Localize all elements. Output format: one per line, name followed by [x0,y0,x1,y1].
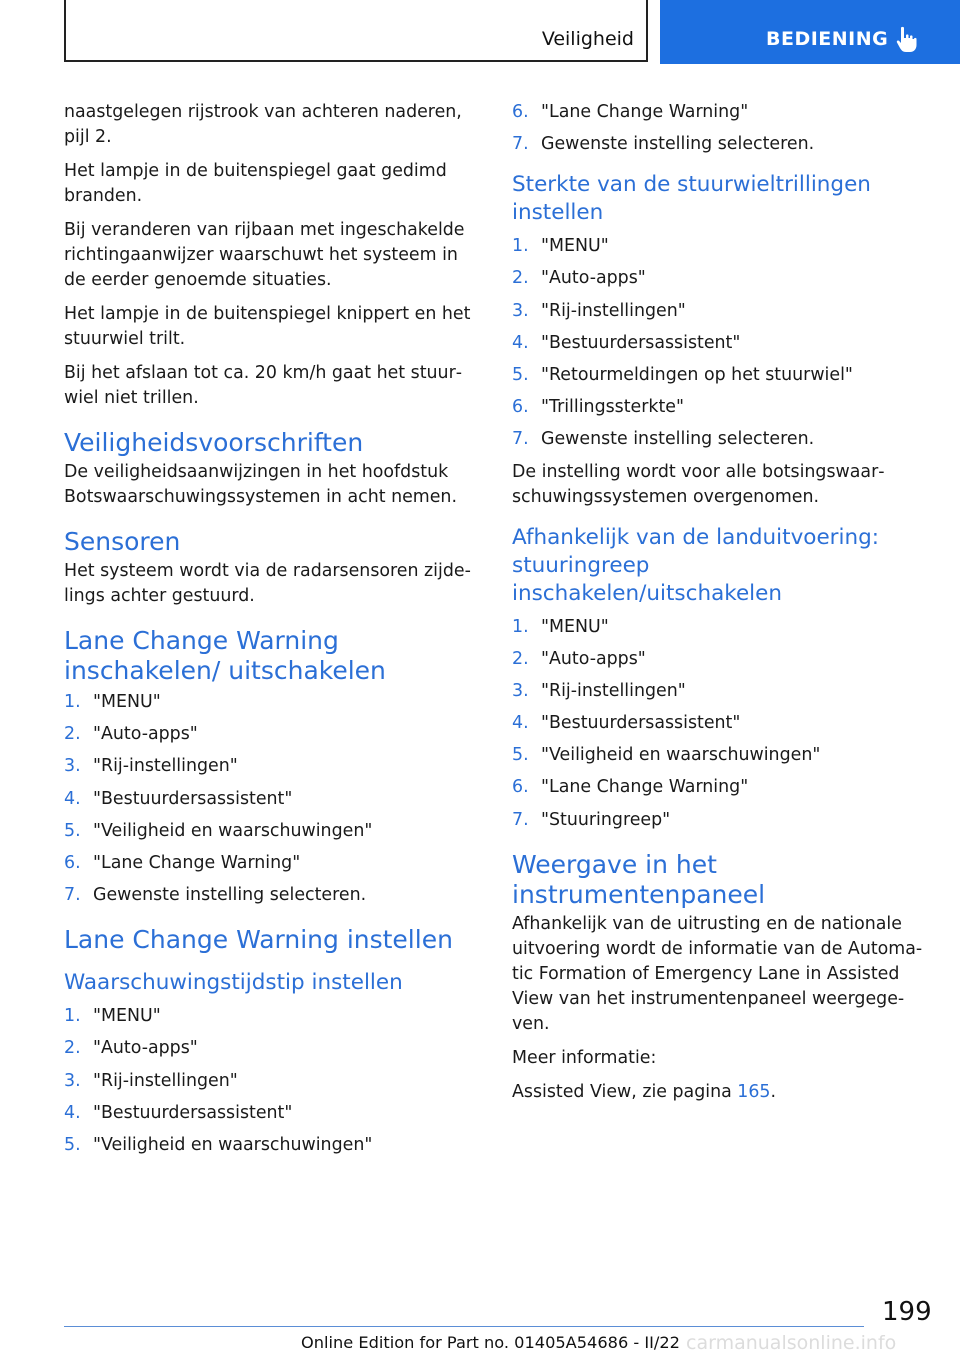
heading-steering-intervention: Afhankelijk van de landuitvoering: stuuringreep inschakelen/uitschakelen [512,524,880,606]
step-number: 3. [64,756,81,777]
step-text: "Lane Change Warning" [541,102,749,122]
page-link[interactable]: 165 [737,1081,771,1102]
steps-warning-timing [64,1004,476,1158]
step-number: 3. [512,300,529,321]
step-text: "Lane Change Warning" [541,777,749,798]
step-number: 1. [512,616,529,637]
right-column [512,100,924,1114]
heading-warning-timing: Waarschuwingstijdstip instellen [64,970,403,996]
step-text: "Veiligheid en waarschuwingen" [93,820,373,841]
step-text: "Rij-instellingen" [541,300,686,321]
step-number: 5. [512,745,529,766]
step-number: 4. [512,713,529,734]
step-text: "Bestuurdersassistent" [93,1102,293,1123]
list-item [512,615,924,640]
step-number: 6. [512,397,529,418]
list-item [512,395,924,420]
list-item [512,100,924,125]
footer-edition: Online Edition for Part no. 01405A54686 - II/22 [301,1333,680,1352]
step-number: 1. [512,236,529,257]
list-item [64,1101,476,1126]
heading-vibration-strength: Sterkte van de stuurwieltrillingen instellen [512,172,871,226]
steps-steering-intervention [512,615,924,833]
step-text: Gewenste instelling selecteren. [541,429,815,450]
step-number: 2. [64,724,81,745]
steps-switch-on-off [64,690,476,908]
steps-warning-timing-continued [512,100,924,157]
page-number: 199 [882,1297,932,1327]
step-number: 7. [512,809,529,830]
step-number: 2. [64,1038,81,1059]
step-number: 6. [512,777,529,798]
paragraph: Bij veranderen van rijbaan met ingeschakelde richtingaanwijzer waarschuwt het systeem in de eerder genoemde situaties. [64,220,465,290]
heading-sensors: Sensoren [64,527,181,556]
step-text: "Auto-apps" [541,268,646,289]
chapter-title: BEDIENING [766,28,889,50]
step-text: Gewenste instelling selecteren. [541,134,815,155]
step-number: 6. [64,852,81,873]
step-text: "Auto-apps" [541,648,646,669]
step-text: "MENU" [93,1006,161,1027]
paragraph: naastgelegen rijstrook van achteren naderen, pijl 2. [64,102,462,147]
list-item [64,722,476,747]
list-item [64,787,476,812]
step-number: 7. [64,885,81,906]
heading-switch-on-off: Lane Change Warning inschakelen/ uitschakelen [64,626,386,685]
list-item [512,743,924,768]
paragraph: Het lampje in de buitenspiegel gaat gedimd branden. [64,161,447,206]
list-item [512,775,924,800]
left-column [64,100,476,1165]
step-number: 4. [64,1102,81,1123]
list-item [64,1036,476,1061]
list-item [512,711,924,736]
footer-rule [64,1326,864,1327]
step-number: 3. [64,1070,81,1091]
section-title: Veiligheid [541,28,634,50]
step-number: 2. [512,268,529,289]
step-text: "Rij-instellingen" [93,756,238,777]
reference-text: Assisted View, zie pagina [512,1081,738,1102]
step-text: "Bestuurdersassistent" [541,713,741,734]
step-text: "Auto-apps" [93,1038,198,1059]
step-number: 4. [512,332,529,353]
list-item [512,234,924,259]
paragraph: Afhankelijk van de uitrusting en de nationale uitvoering wordt de informatie van de Automa‐tic Formation of Emergency Lane in Assisted View van het instrumentenpaneel weergege‐ven. [512,913,923,1034]
list-item [64,1133,476,1158]
list-item [512,427,924,452]
step-text: "MENU" [541,236,609,257]
step-number: 1. [64,692,81,712]
step-number: 1. [64,1006,81,1027]
step-number: 4. [64,788,81,809]
list-item [512,363,924,388]
step-text: "MENU" [541,616,609,637]
step-number: 5. [64,1134,81,1155]
step-text: Gewenste instelling selecteren. [93,885,367,906]
list-item [512,266,924,291]
paragraph-reference [512,1080,924,1105]
step-text: "Lane Change Warning" [93,852,301,873]
step-text: "Auto-apps" [93,724,198,745]
list-item [512,299,924,324]
watermark: carmanualsonline.info [686,1332,897,1354]
step-text: "Rij-instellingen" [541,680,686,701]
list-item [64,1069,476,1094]
list-item [64,851,476,876]
step-text: "Trillingssterkte" [541,397,684,418]
step-text: "Veiligheid en waarschuwingen" [541,745,821,766]
paragraph: Bij het afslaan tot ca. 20 km/h gaat het stuur‐wiel niet trillen. [64,363,462,408]
paragraph: Meer informatie: [512,1047,657,1068]
step-number: 7. [512,429,529,450]
chapter-tab[interactable] [660,0,960,64]
paragraph: De instelling wordt voor alle botsingswaar‐schuwingssystemen overgenomen. [512,461,885,507]
header-section-box [64,0,648,62]
heading-display: Weergave in het instrumentenpaneel [512,849,766,909]
step-text: "Bestuurdersassistent" [93,788,293,809]
step-text: "Stuuringreep" [541,809,671,830]
step-text: "Bestuurdersassistent" [541,332,741,353]
step-text: "MENU" [93,692,161,712]
reference-end: . [770,1081,777,1102]
step-number: 5. [512,364,529,385]
step-number: 6. [512,102,529,122]
heading-settings: Lane Change Warning instellen [64,925,453,955]
step-text: "Retourmeldingen op het stuurwiel" [541,364,853,385]
list-item [64,883,476,908]
step-number: 3. [512,680,529,701]
steps-vibration-strength [512,234,924,452]
heading-safety: Veiligheidsvoorschriften [64,428,364,457]
paragraph: Het lampje in de buitenspiegel knippert en het stuurwiel trilt. [64,304,471,349]
list-item [64,1004,476,1029]
list-item [512,132,924,157]
step-text: "Rij-instellingen" [93,1070,238,1091]
paragraph: Het systeem wordt via de radarsensoren zijde‐lings achter gestuurd. [64,561,471,606]
paragraph: De veiligheidsaanwijzingen in het hoofdstuk Botswaarschuwingssystemen in acht nemen. [64,462,457,507]
list-item [512,679,924,704]
step-number: 2. [512,648,529,669]
step-number: 5. [64,820,81,841]
pointing-hand-icon [896,26,918,54]
list-item [512,647,924,672]
step-number: 7. [512,134,529,155]
list-item [64,690,476,715]
step-text: "Veiligheid en waarschuwingen" [93,1134,373,1155]
list-item [512,331,924,356]
list-item [64,754,476,779]
list-item [64,819,476,844]
list-item [512,808,924,833]
